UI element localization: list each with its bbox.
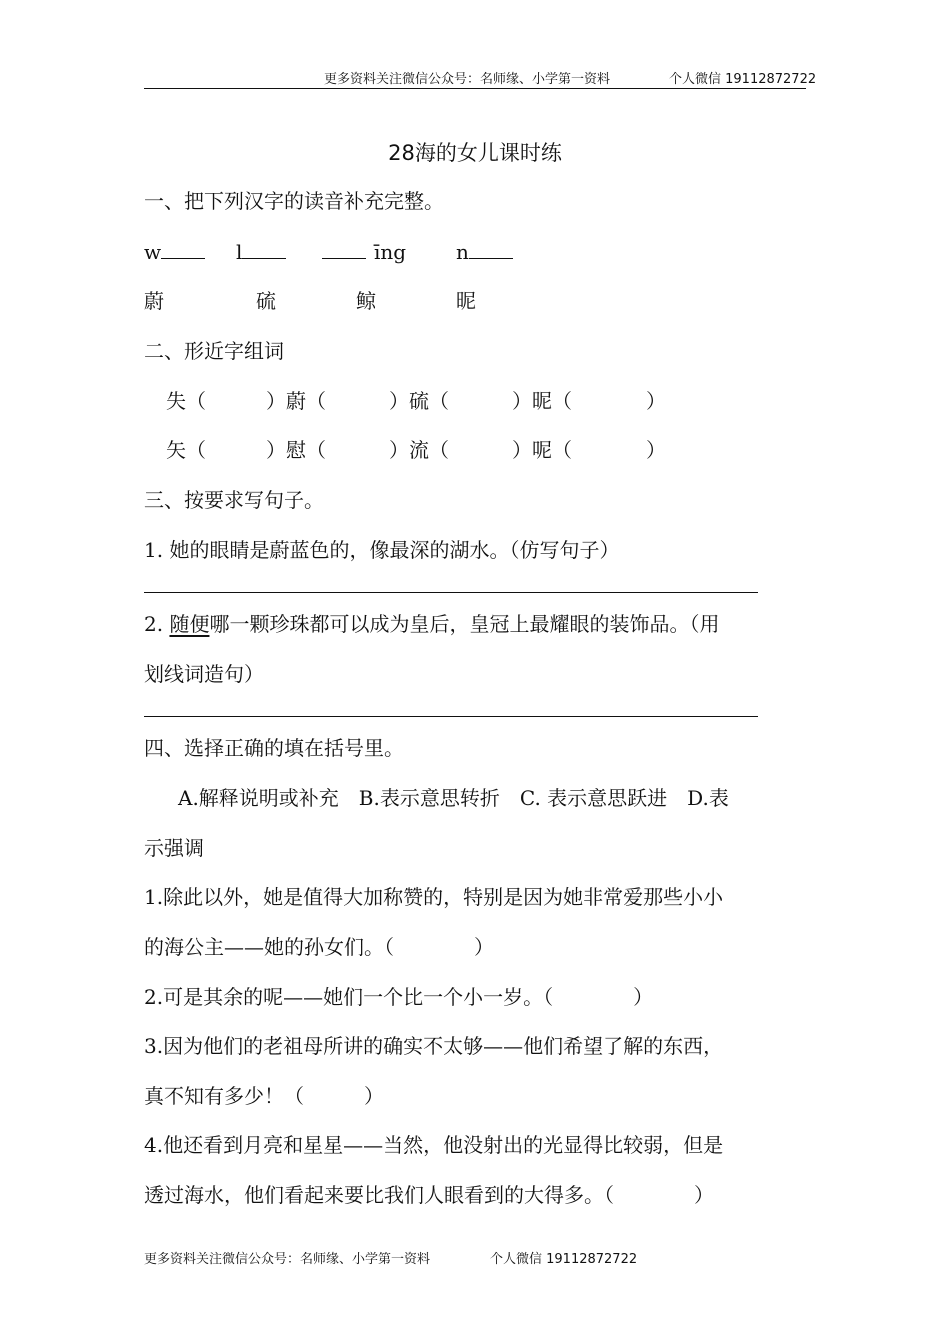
options-line-2: 示强调 <box>144 836 204 860</box>
pinyin-letter: l <box>236 240 243 264</box>
answer-blank[interactable] <box>161 240 205 259</box>
word-group-1-4: ）昵（ <box>512 389 572 413</box>
s3-question-2-cont: 划线词造句） <box>144 662 264 686</box>
word-group-2-2: ）慰（ <box>266 438 326 462</box>
s3-question-1: 1. 她的眼睛是蔚蓝色的，像最深的湖水。（仿写句子） <box>144 538 620 562</box>
word-group-1-3: ）硫（ <box>389 389 449 413</box>
char-3: 鲸 <box>356 289 376 313</box>
s4-question-4-line2: 透过海水，他们看起来要比我们人眼看到的大得多。（ ） <box>144 1183 714 1207</box>
section4-heading: 四、选择正确的填在括号里。 <box>144 736 404 760</box>
word-group-1-5: ） <box>646 389 666 413</box>
s4-question-2: 2.可是其余的呢——她们一个比一个小一岁。（ ） <box>144 985 654 1009</box>
answer-line[interactable] <box>144 592 758 593</box>
char-2: 硫 <box>256 289 276 313</box>
answer-blank[interactable] <box>322 240 366 259</box>
s4-question-4-line1: 4.他还看到月亮和星星——当然，他没射出的光显得比较弱，但是 <box>144 1133 724 1157</box>
header-wechat: 个人微信 19112872722 <box>669 72 817 87</box>
footer-text: 更多资料关注微信公众号：名师缘、小学第一资料 <box>144 1252 431 1267</box>
pinyin-letter: n <box>456 240 469 264</box>
word-group-2-3: ）流（ <box>389 438 449 462</box>
q2-prefix: 2. <box>144 612 170 636</box>
pinyin-letter: w <box>144 240 162 264</box>
word-group-2-1: 矢（ <box>166 438 206 462</box>
s3-question-2 <box>144 609 719 639</box>
underlined-word: 随便 <box>169 612 210 636</box>
pinyin-item-4 <box>456 237 513 267</box>
footer-wechat: 个人微信 19112872722 <box>490 1252 638 1267</box>
header-rule <box>144 88 806 89</box>
page-title: 28海的女儿课时练 <box>388 141 562 165</box>
pinyin-item-1 <box>144 237 205 267</box>
section3-heading: 三、按要求写句子。 <box>144 488 324 512</box>
section2-heading: 二、形近字组词 <box>144 339 284 363</box>
char-4: 昵 <box>456 289 476 313</box>
q2-rest: 哪一颗珍珠都可以成为皇后，皇冠上最耀眼的装饰品。（用 <box>209 612 720 636</box>
answer-blank[interactable] <box>469 240 513 259</box>
pinyin-item-2 <box>236 237 286 267</box>
char-1: 蔚 <box>144 289 164 313</box>
s4-question-3-line2: 真不知有多少！（ ） <box>144 1084 384 1108</box>
answer-line[interactable] <box>144 716 758 717</box>
word-group-1-1: 失（ <box>166 389 206 413</box>
word-group-1-2: ）蔚（ <box>266 389 326 413</box>
s4-question-1-line1: 1.除此以外，她是值得大加称赞的，特别是因为她非常爱那些小小 <box>144 885 724 909</box>
s4-question-1-line2: 的海公主——她的孙女们。（ ） <box>144 935 494 959</box>
pinyin-item-3 <box>322 237 406 267</box>
word-group-2-5: ） <box>646 438 666 462</box>
section1-heading: 一、把下列汉字的读音补充完整。 <box>144 189 444 213</box>
word-group-2-4: ）呢（ <box>512 438 572 462</box>
pinyin-letter: īng <box>374 240 407 264</box>
options-line-1: A.解释说明或补充 B.表示意思转折 C. 表示意思跃进 D.表 <box>178 786 729 810</box>
answer-blank[interactable] <box>242 240 286 259</box>
header-text: 更多资料关注微信公众号：名师缘、小学第一资料 <box>324 72 611 87</box>
s4-question-3-line1: 3.因为他们的老祖母所讲的确实不太够——他们希望了解的东西， <box>144 1034 724 1058</box>
